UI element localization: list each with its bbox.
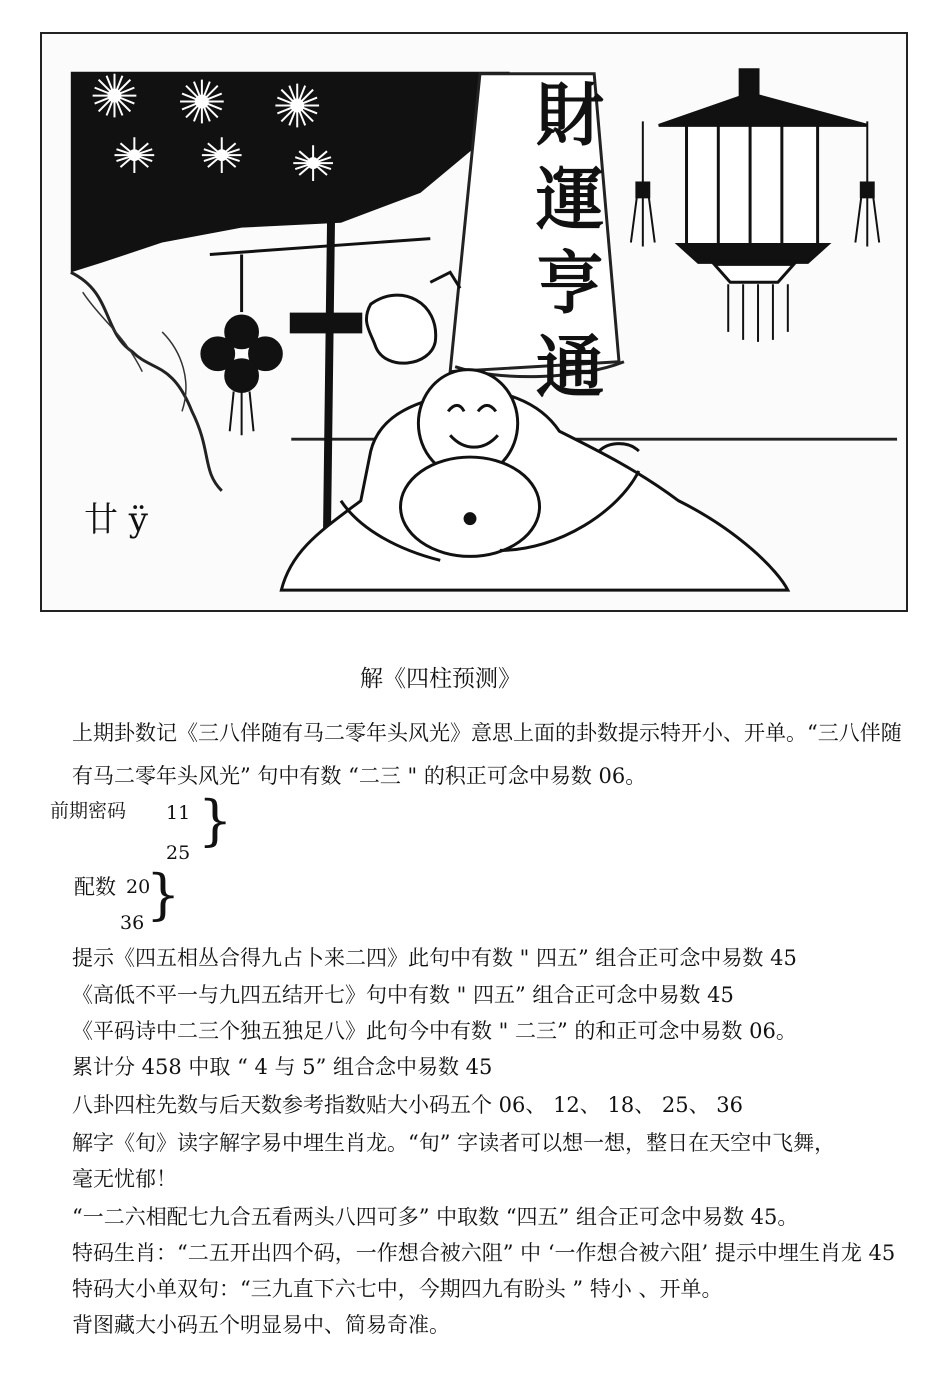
laughing-buddha-illustration [42,34,906,610]
tip-line: 提示《四五相丛合得九占卜来二四》此句中有数 " 四五” 组合正可念中易数 45 [72,946,797,970]
match-number: 20 [126,876,151,898]
tip-line: “一二六相配七九合五看两头八四可多” 中取数 “四五” 组合正可念中易数 45。 [72,1205,799,1229]
body-line: 上期卦数记《三八伴随有马二零年头风光》意思上面的卦数提示特开小、开单。“三八伴随 [72,721,902,745]
match-number-label: 配数 [74,875,116,899]
tip-line: 特码大小单双句：“三九直下六七中，今期四九有盼头 ” 特小 、开单。 [72,1277,723,1301]
body-line: 有马二零年头风光” 句中有数 “二三 " 的积正可念中易数 06。 [72,764,647,788]
right-brace-icon: } [146,863,181,926]
scroll-char: 運 [535,160,604,240]
lantern-icon [631,70,879,342]
tip-line: 《平码诗中二三个独五独足八》此句今中有数 " 二三” 的和正可念中易数 06。 [72,1019,797,1043]
previous-code-number: 25 [166,842,191,864]
article-title: 解《四柱预测》 [360,666,521,692]
match-number: 36 [120,912,145,934]
previous-code-label: 前期密码 [50,800,127,822]
tip-line: 解字《旬》读字解字易中埋生肖龙。“旬” 字读者可以想一想，整日在天空中飞舞， [72,1131,836,1155]
tip-line: 累计分 458 中取 “ 4 与 5” 组合念中易数 45 [72,1055,493,1079]
lucky-knot-icon [202,254,281,435]
scroll-char: 財 [535,76,604,156]
poster-illustration [40,32,908,612]
right-brace-icon: } [198,789,233,852]
tip-line: 八卦四柱先数与后天数参考指数贴大小码五个 06、 12、 18、 25、 36 [72,1093,743,1117]
scroll-char: 亨 [535,244,604,324]
tip-line: 《高低不平一与九四五结开七》句中有数 " 四五” 组合正可念中易数 45 [72,983,734,1007]
scroll-char: 通 [535,328,604,408]
handwritten-scribble: 廿 ÿ [84,500,149,540]
tip-line: 背图藏大小码五个明显易中、简易奇准。 [72,1313,450,1337]
previous-code-number: 11 [166,802,191,824]
tip-line: 特码生肖：“二五开出四个码，一作想合被六阻” 中 ‘一作想合被六阻’ 提示中埋生肖龙 45 [72,1241,896,1265]
scroll-characters [520,74,620,410]
tip-line: 毫无忧郁！ [72,1167,177,1191]
